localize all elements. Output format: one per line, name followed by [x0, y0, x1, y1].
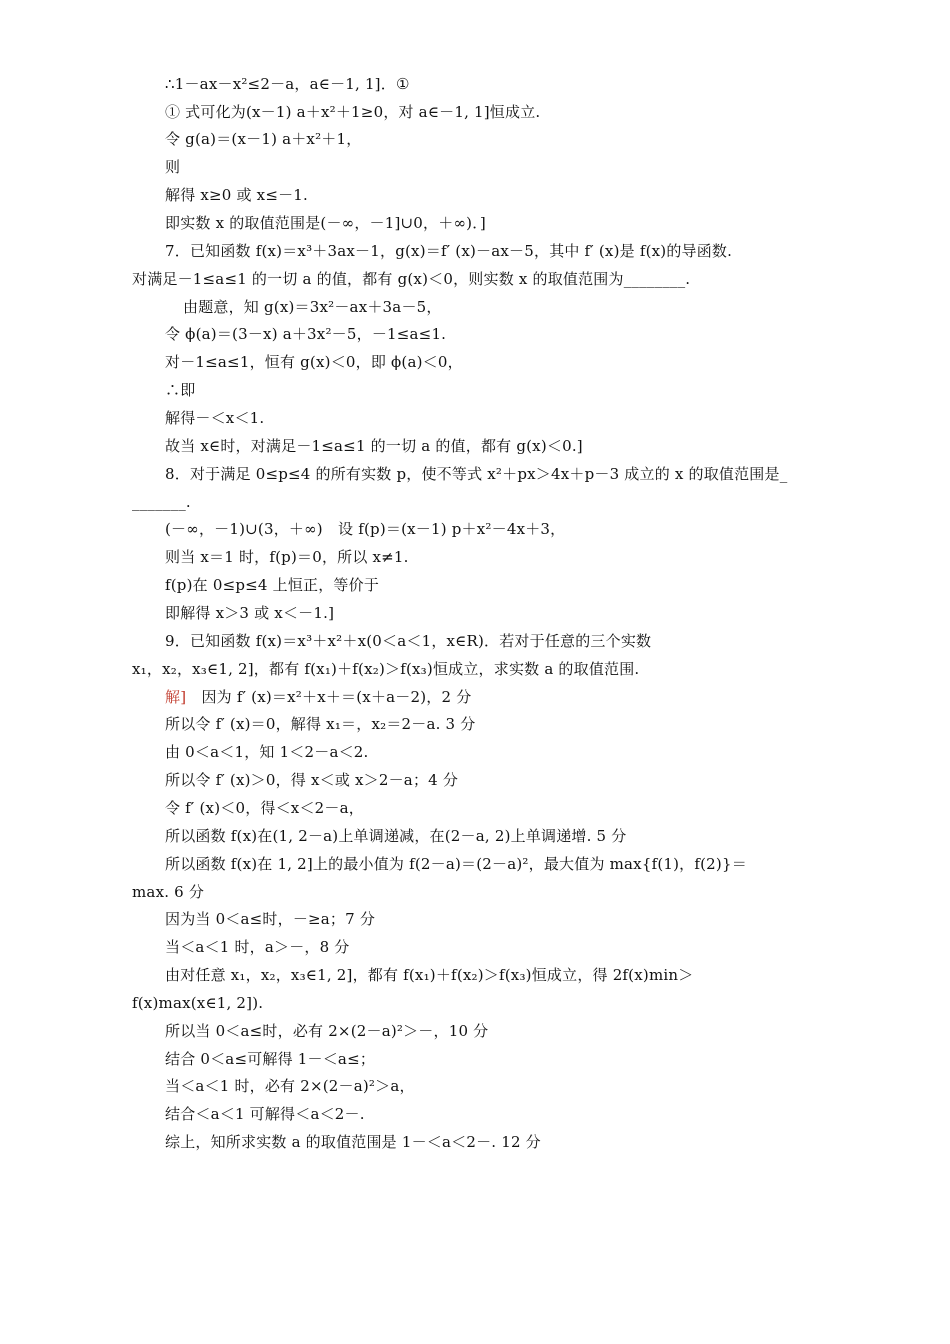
text-line: f(x)max(x∈1, 2]). [132, 994, 264, 1012]
text-line: 所以当 0＜a≤时，必有 2×(2－a)²＞－，10 分 [165, 1022, 489, 1040]
text-line: 故当 x∈时，对满足－1≤a≤1 的一切 a 的值，都有 g(x)＜0.] [165, 437, 583, 455]
solution-text: 因为 f′ (x)＝x²＋x＋＝(x＋a－2)，2 分 [186, 688, 472, 706]
text-line: 对－1≤a≤1，恒有 g(x)＜0，即 ϕ(a)＜0， [165, 353, 463, 371]
text-line: 结合＜a＜1 可解得＜a＜2－. [165, 1105, 365, 1123]
question-9-line: 9．已知函数 f(x)＝x³＋x²＋x(0＜a＜1，x∈R)．若对于任意的三个实数 [165, 632, 652, 650]
text-line: 所以令 f′ (x)＞0，得 x＜或 x＞2－a；4 分 [165, 771, 459, 789]
text-line: 因为当 0＜a≤时，－≥a；7 分 [165, 910, 376, 928]
text-line: 当＜a＜1 时，a＞－，8 分 [165, 938, 350, 956]
text-line: 令 g(a)＝(x－1) a＋x²＋1， [165, 130, 362, 148]
question-8-line: 8．对于满足 0≤p≤4 的所有实数 p，使不等式 x²＋px＞4x＋p－3 成立的 x 的取值范围是_ [165, 465, 788, 483]
text-line: 由题意，知 g(x)＝3x²－ax＋3a－5， [183, 298, 442, 316]
text-line: 当＜a＜1 时，必有 2×(2－a)²＞a， [165, 1077, 415, 1095]
text-line: x₁，x₂，x₃∈1, 2]，都有 f(x₁)＋f(x₂)＞f(x₃)恒成立，求实数 a 的取值范围. [132, 660, 640, 678]
text-line: max. 6 分 [132, 883, 205, 901]
text-line: 则当 x＝1 时，f(p)＝0，所以 x≠1. [165, 548, 409, 566]
text-line: 结合 0＜a≤可解得 1－＜a≤； [165, 1050, 376, 1068]
text-line: 即解得 x＞3 或 x＜－1.] [165, 604, 335, 622]
text-line: 解得－＜x＜1. [165, 409, 265, 427]
text-line: _______. [132, 493, 191, 511]
text-line: 由 0＜a＜1，知 1＜2－a＜2. [165, 743, 369, 761]
text-line: 综上，知所求实数 a 的取值范围是 1－＜a＜2－. 12 分 [165, 1133, 541, 1151]
text-line: 令 f′ (x)＜0，得＜x＜2－a， [165, 799, 364, 817]
text-line: 令 ϕ(a)＝(3－x) a＋3x²－5，－1≤a≤1. [165, 325, 447, 343]
answer-line: (－∞，－1)∪(3，＋∞) 设 f(p)＝(x－1) p＋x²－4x＋3， [165, 520, 566, 538]
solution-line [165, 683, 471, 711]
text-line: 所以函数 f(x)在(1, 2－a)上单调递减，在(2－a, 2)上单调递增. 5 分 [165, 827, 627, 845]
solution-label: 解] [165, 688, 187, 706]
question-7-line: 7．已知函数 f(x)＝x³＋3ax－1，g(x)＝f′ (x)－ax－5，其中 f′ (x)是 f(x)的导函数. [165, 242, 733, 260]
text-line: 所以令 f′ (x)＝0，解得 x₁＝，x₂＝2－a. 3 分 [165, 715, 476, 733]
text-line: ① 式可化为(x－1) a＋x²＋1≥0，对 a∈－1, 1]恒成立. [165, 103, 541, 121]
text-line: 所以函数 f(x)在 1, 2]上的最小值为 f(2－a)＝(2－a)²，最大值为 max{f(1)，f(2)}＝ [165, 855, 747, 873]
text-line: f(p)在 0≤p≤4 上恒正，等价于 [165, 576, 380, 594]
text-line: 解得 x≥0 或 x≤－1. [165, 186, 309, 204]
text-line: 则 [165, 158, 181, 176]
text-line: 对满足－1≤a≤1 的一切 a 的值，都有 g(x)＜0，则实数 x 的取值范围为________. [132, 270, 691, 288]
text-line: ∴即 [165, 381, 196, 399]
text-line: 由对任意 x₁，x₂，x₃∈1, 2]，都有 f(x₁)＋f(x₂)＞f(x₃)恒成立，得 2f(x)min＞ [165, 966, 694, 984]
text-line: 即实数 x 的取值范围是(－∞，－1]∪0，＋∞)．] [165, 214, 486, 232]
text-line: ∴1－ax－x²≤2－a，a∈－1, 1]．① [165, 75, 410, 93]
